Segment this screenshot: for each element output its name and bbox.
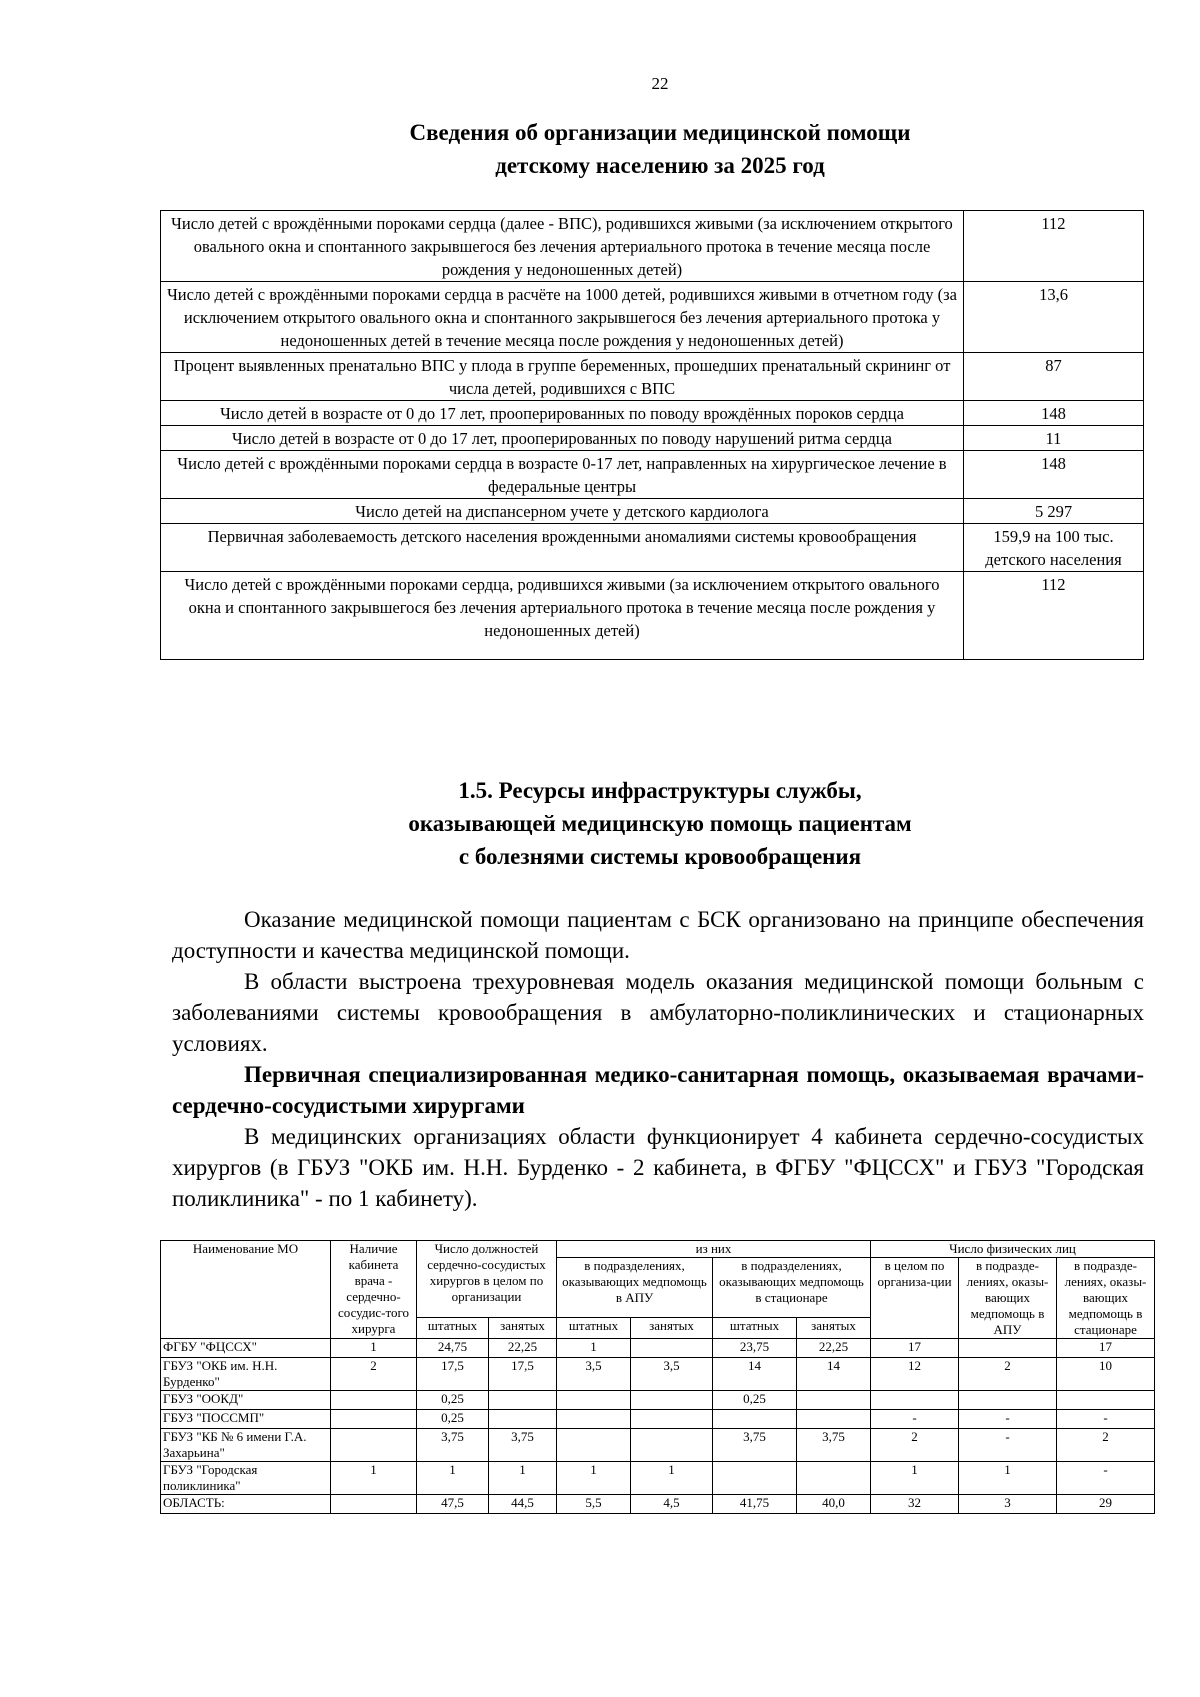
header-positions: Число должностей сердечно-сосудистых хирургов в целом по организации — [417, 1241, 557, 1318]
resources-cell: 3 — [959, 1495, 1057, 1514]
resources-row — [161, 1410, 1155, 1429]
resources-cell: 10 — [1057, 1358, 1155, 1391]
resources-cell — [713, 1410, 797, 1429]
summary-row — [161, 499, 1144, 524]
header-staff: штатных — [417, 1318, 489, 1339]
summary-value: 159,9 на 100 тыс. детского населения — [964, 524, 1144, 572]
header-filled: занятых — [489, 1318, 557, 1339]
resources-cell — [631, 1339, 713, 1358]
resources-cell — [871, 1391, 959, 1410]
resources-cell: 41,75 — [713, 1495, 797, 1514]
summary-indicator: Число детей с врождёнными пороками сердца в расчёте на 1000 детей, родившихся живыми в отчетном году (за исключением открытого овального окна и спонтанного закрывшегося без лечения артериального протока у недоношенных детей в течение месяца после рождения у недоношенных детей) — [161, 282, 964, 353]
resources-cell: 3,75 — [797, 1429, 871, 1462]
title-line: с болезнями системы кровообращения — [458, 844, 862, 869]
organization-name: ОБЛАСТЬ: — [161, 1495, 331, 1514]
organization-name: ГБУЗ "ПОССМП" — [161, 1410, 331, 1429]
resources-row — [161, 1462, 1155, 1495]
resources-cell: 14 — [713, 1358, 797, 1391]
resources-cell: 17,5 — [489, 1358, 557, 1391]
children-summary-table — [160, 210, 1144, 660]
resources-cell — [797, 1462, 871, 1495]
resources-cell: 40,0 — [797, 1495, 871, 1514]
header-apu: в подразделениях, оказывающих медпомощь в АПУ — [557, 1258, 713, 1318]
header-hospital: в подразделениях, оказывающих медпомощь в стационаре — [713, 1258, 871, 1318]
summary-value: 11 — [964, 426, 1144, 451]
resources-cell: 5,5 — [557, 1495, 631, 1514]
page-number: 22 — [651, 74, 669, 93]
summary-indicator: Число детей в возрасте от 0 до 17 лет, прооперированных по поводу нарушений ритма сердца — [161, 426, 964, 451]
resources-cell: - — [871, 1410, 959, 1429]
resources-cell: 22,25 — [797, 1339, 871, 1358]
resources-cell: - — [1057, 1410, 1155, 1429]
resources-table — [160, 1240, 1155, 1514]
header-persons-hospital: в подразде-лениях, оказы-вающих медпомощь в стационаре — [1057, 1258, 1155, 1339]
summary-value: 87 — [964, 353, 1144, 401]
resources-cell: 29 — [1057, 1495, 1155, 1514]
resources-cell: 0,25 — [713, 1391, 797, 1410]
resources-cell: 1 — [331, 1462, 417, 1495]
resources-cell — [959, 1339, 1057, 1358]
resources-cell — [959, 1391, 1057, 1410]
header-filled: занятых — [631, 1318, 713, 1339]
resources-cell: 17 — [871, 1339, 959, 1358]
summary-indicator: Число детей с врождёнными пороками сердца в возрасте 0-17 лет, направленных на хирургическое лечение в федеральные центры — [161, 451, 964, 499]
section-title-children — [0, 116, 1200, 182]
header-persons: Число физических лиц — [871, 1241, 1155, 1258]
summary-indicator: Число детей на диспансерном учете у детского кардиолога — [161, 499, 964, 524]
header-persons-apu: в подразде-лениях, оказы-вающих медпомощь в АПУ — [959, 1258, 1057, 1339]
title-line: оказывающей медицинскую помощь пациентам — [408, 811, 912, 836]
resources-cell: 32 — [871, 1495, 959, 1514]
resources-row — [161, 1358, 1155, 1391]
resources-cell — [557, 1429, 631, 1462]
resources-cell — [631, 1429, 713, 1462]
summary-row — [161, 401, 1144, 426]
resources-cell: 17,5 — [417, 1358, 489, 1391]
resources-cell — [331, 1429, 417, 1462]
header-of-them: из них — [557, 1241, 871, 1258]
summary-row — [161, 211, 1144, 282]
header-filled: занятых — [797, 1318, 871, 1339]
resources-cell: 3,75 — [417, 1429, 489, 1462]
summary-value: 148 — [964, 451, 1144, 499]
resources-cell: 1 — [489, 1462, 557, 1495]
resources-cell — [631, 1391, 713, 1410]
resources-cell: 24,75 — [417, 1339, 489, 1358]
summary-row — [161, 451, 1144, 499]
summary-value: 112 — [964, 572, 1144, 660]
summary-row — [161, 572, 1144, 660]
resources-cell: 1 — [331, 1339, 417, 1358]
resources-cell — [331, 1410, 417, 1429]
resources-cell: 1 — [871, 1462, 959, 1495]
resources-cell — [557, 1391, 631, 1410]
resources-cell: - — [1057, 1462, 1155, 1495]
resources-cell: 3,5 — [557, 1358, 631, 1391]
title-line: 1.5. Ресурсы инфраструктуры службы, — [458, 778, 862, 803]
resources-cell: 3,5 — [631, 1358, 713, 1391]
body-text — [172, 904, 1144, 1214]
summary-row — [161, 524, 1144, 572]
section-title-infrastructure — [0, 774, 1200, 873]
resources-cell: 1 — [557, 1339, 631, 1358]
title-line: детскому населению за 2025 год — [495, 153, 825, 178]
organization-name: ГБУЗ "КБ № 6 имени Г.А. Захарьина" — [161, 1429, 331, 1462]
resources-cell — [1057, 1391, 1155, 1410]
resources-cell — [797, 1391, 871, 1410]
header-persons-total: в целом по организа-ции — [871, 1258, 959, 1339]
organization-name: ГБУЗ "ООКД" — [161, 1391, 331, 1410]
resources-cell: 1 — [557, 1462, 631, 1495]
resources-cell — [489, 1410, 557, 1429]
summary-value: 112 — [964, 211, 1144, 282]
resources-cell: 47,5 — [417, 1495, 489, 1514]
summary-indicator: Первичная заболеваемость детского населения врожденными аномалиями системы кровообращения — [161, 524, 964, 572]
resources-cell — [331, 1495, 417, 1514]
summary-value: 13,6 — [964, 282, 1144, 353]
resources-cell — [631, 1410, 713, 1429]
summary-indicator: Число детей с врождёнными пороками сердца, родившихся живыми (за исключением открытого овального окна и спонтанного закрывшегося без лечения артериального протока в течение месяца после рождения у недоношенных детей) — [161, 572, 964, 660]
bold-subheading: Первичная специализированная медико-санитарная помощь, оказываемая врачами-сердечно-сосудистыми хирургами — [172, 1062, 1144, 1118]
summary-value: 148 — [964, 401, 1144, 426]
summary-value: 5 297 — [964, 499, 1144, 524]
resources-cell — [557, 1410, 631, 1429]
header-cabinet: Наличие кабинета врача - сердечно-сосудис-того хирурга — [331, 1241, 417, 1339]
resources-cell: 3,75 — [713, 1429, 797, 1462]
resources-cell: 1 — [959, 1462, 1057, 1495]
resources-cell: 4,5 — [631, 1495, 713, 1514]
resources-cell: 17 — [1057, 1339, 1155, 1358]
organization-name: ГБУЗ "Городская поликлиника" — [161, 1462, 331, 1495]
header-mo: Наименование МО — [161, 1241, 331, 1339]
resources-row — [161, 1429, 1155, 1462]
header-staff: штатных — [713, 1318, 797, 1339]
resources-cell — [489, 1391, 557, 1410]
paragraph: В области выстроена трехуровневая модель оказания медицинской помощи больным с заболеваниями системы кровообращения в амбулаторно-поликлинических и стационарных условиях. — [172, 969, 1144, 1056]
resources-cell: 1 — [417, 1462, 489, 1495]
resources-row — [161, 1391, 1155, 1410]
resources-cell: 2 — [871, 1429, 959, 1462]
resources-cell — [713, 1462, 797, 1495]
header-staff: штатных — [557, 1318, 631, 1339]
resources-cell: 1 — [631, 1462, 713, 1495]
summary-row — [161, 282, 1144, 353]
organization-name: ФГБУ "ФЦССХ" — [161, 1339, 331, 1358]
resources-cell: 12 — [871, 1358, 959, 1391]
resources-cell: 0,25 — [417, 1410, 489, 1429]
resources-cell: 2 — [1057, 1429, 1155, 1462]
resources-cell: 3,75 — [489, 1429, 557, 1462]
resources-cell: 2 — [959, 1358, 1057, 1391]
organization-name: ГБУЗ "ОКБ им. Н.Н. Бурденко" — [161, 1358, 331, 1391]
resources-cell: 2 — [331, 1358, 417, 1391]
resources-row — [161, 1339, 1155, 1358]
resources-cell: - — [959, 1410, 1057, 1429]
summary-indicator: Процент выявленных пренатально ВПС у плода в группе беременных, прошедших пренатальный скрининг от числа детей, родившихся с ВПС — [161, 353, 964, 401]
resources-cell: 14 — [797, 1358, 871, 1391]
paragraph: Оказание медицинской помощи пациентам с БСК организовано на принципе обеспечения доступности и качества медицинской помощи. — [172, 907, 1144, 963]
resources-cell: 22,25 — [489, 1339, 557, 1358]
title-line: Сведения об организации медицинской помощи — [409, 120, 911, 145]
paragraph: В медицинских организациях области функционирует 4 кабинета сердечно-сосудистых хирургов (в ГБУЗ "ОКБ им. Н.Н. Бурденко - 2 кабинета, в ФГБУ "ФЦССХ" и ГБУЗ "Городская поликлиника" - по 1 кабинету). — [172, 1124, 1144, 1211]
resources-row — [161, 1495, 1155, 1514]
resources-cell: 44,5 — [489, 1495, 557, 1514]
summary-indicator: Число детей с врождёнными пороками сердца (далее - ВПС), родившихся живыми (за исключением открытого овального окна и спонтанного закрывшегося без лечения артериального протока в течение месяца после рождения у недоношенных детей) — [161, 211, 964, 282]
resources-cell: 23,75 — [713, 1339, 797, 1358]
resources-cell — [331, 1391, 417, 1410]
summary-indicator: Число детей в возрасте от 0 до 17 лет, прооперированных по поводу врождённых пороков сердца — [161, 401, 964, 426]
resources-cell: - — [959, 1429, 1057, 1462]
resources-cell: 0,25 — [417, 1391, 489, 1410]
resources-cell — [797, 1410, 871, 1429]
summary-row — [161, 426, 1144, 451]
summary-row — [161, 353, 1144, 401]
